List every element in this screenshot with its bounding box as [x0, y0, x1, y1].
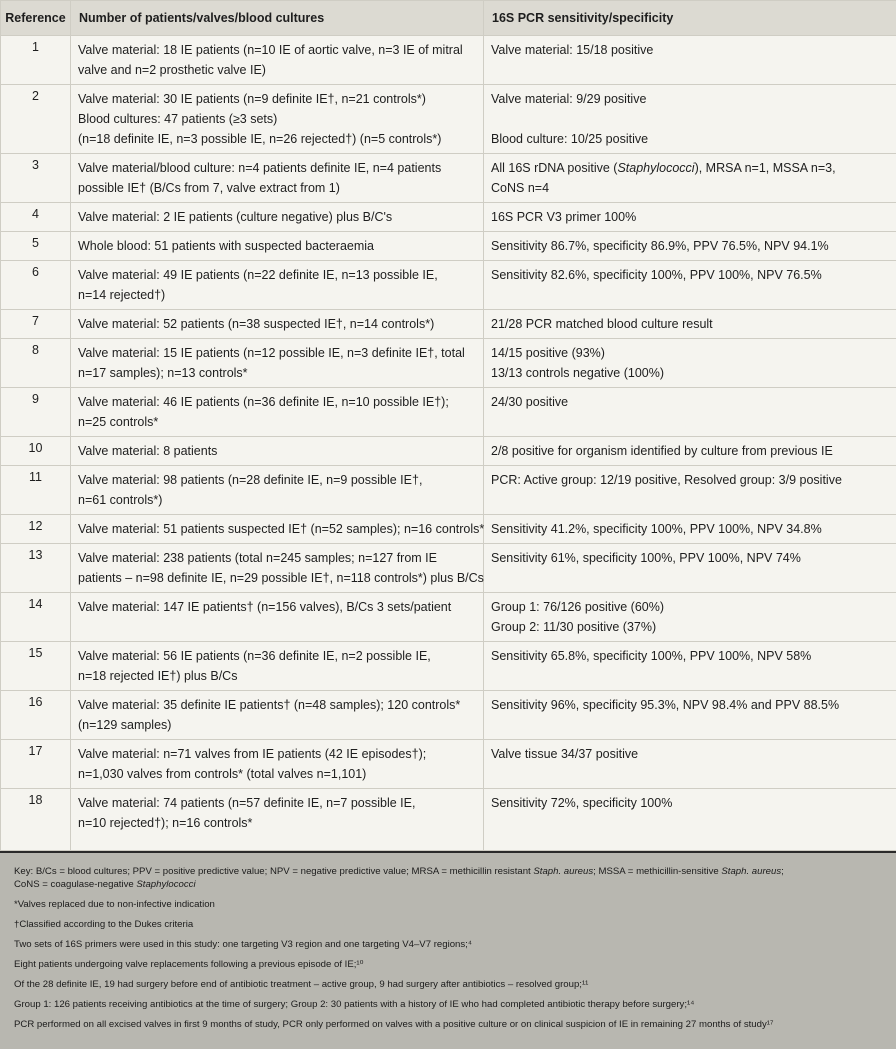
header-pcr: 16S PCR sensitivity/specificity: [484, 1, 896, 36]
cell-line: Group 1: 76/126 positive (60%): [491, 597, 889, 617]
table-key: [0, 851, 896, 1049]
cell-line: Sensitivity 41.2%, specificity 100%, PPV 100%, NPV 34.8%: [491, 519, 889, 539]
cell-line: (n=129 samples): [78, 715, 476, 735]
pcr-result-cell: [484, 691, 896, 740]
reference-cell: 2: [1, 85, 71, 154]
reference-cell: 7: [1, 310, 71, 339]
table-row: [1, 437, 896, 466]
reference-cell: 14: [1, 593, 71, 642]
key-note: Eight patients undergoing valve replacements following a previous episode of IE;¹⁰: [14, 958, 882, 971]
patients-cell: [71, 203, 484, 232]
cell-line: Valve material/blood culture: n=4 patients definite IE, n=4 patients: [78, 158, 476, 178]
cell-line: patients – n=98 definite IE, n=29 possible IE†, n=118 controls*) plus B/Cs: [78, 568, 476, 588]
table-row: [1, 36, 896, 85]
pcr-result-cell: [484, 515, 896, 544]
patients-cell: [71, 310, 484, 339]
pcr-result-cell: [484, 36, 896, 85]
cell-line: PCR: Active group: 12/19 positive, Resolved group: 3/9 positive: [491, 470, 889, 490]
cell-line: Valve material: 15/18 positive: [491, 40, 889, 60]
cell-line: Valve material: 9/29 positive: [491, 89, 889, 109]
cell-line: n=25 controls*: [78, 412, 476, 432]
pcr-result-cell: [484, 740, 896, 789]
table-row: [1, 85, 896, 154]
patients-cell: [71, 36, 484, 85]
key-note: PCR performed on all excised valves in first 9 months of study, PCR only performed on valves with a positive culture or on clinical suspicion of IE in remaining 27 months of study¹⁷: [14, 1018, 882, 1031]
table-row: [1, 261, 896, 310]
table-row: [1, 642, 896, 691]
cell-line: Valve material: 238 patients (total n=245 samples; n=127 from IE: [78, 548, 476, 568]
reference-cell: 11: [1, 466, 71, 515]
cell-line: 2/8 positive for organism identified by culture from previous IE: [491, 441, 889, 461]
table-row: [1, 310, 896, 339]
cell-line: Sensitivity 82.6%, specificity 100%, PPV 100%, NPV 76.5%: [491, 265, 889, 285]
reference-cell: 13: [1, 544, 71, 593]
pcr-result-cell: [484, 593, 896, 642]
table-row: [1, 789, 896, 851]
reference-cell: 12: [1, 515, 71, 544]
cell-line: (n=18 definite IE, n=3 possible IE, n=26 rejected†) (n=5 controls*): [78, 129, 476, 149]
cell-line: Valve material: n=71 valves from IE patients (42 IE episodes†);: [78, 744, 476, 764]
patients-cell: [71, 339, 484, 388]
key-note: †Classified according to the Dukes criteria: [14, 918, 882, 931]
cell-line: Valve material: 46 IE patients (n=36 definite IE, n=10 possible IE†);: [78, 392, 476, 412]
reference-cell: 1: [1, 36, 71, 85]
pcr-result-cell: [484, 466, 896, 515]
patients-cell: [71, 232, 484, 261]
table-row: [1, 232, 896, 261]
header-patients: Number of patients/valves/blood cultures: [71, 1, 484, 36]
reference-cell: 5: [1, 232, 71, 261]
cell-line: Valve material: 2 IE patients (culture negative) plus B/C's: [78, 207, 476, 227]
cell-line: 16S PCR V3 primer 100%: [491, 207, 889, 227]
cell-line: Valve material: 56 IE patients (n=36 definite IE, n=2 possible IE,: [78, 646, 476, 666]
table-row: [1, 339, 896, 388]
cell-line: Valve material: 8 patients: [78, 441, 476, 461]
cell-line: Valve material: 52 patients (n=38 suspected IE†, n=14 controls*): [78, 314, 476, 334]
patients-cell: [71, 691, 484, 740]
key-notes: [14, 898, 882, 1031]
cell-line: Sensitivity 65.8%, specificity 100%, PPV 100%, NPV 58%: [491, 646, 889, 666]
table-header-row: [1, 1, 896, 36]
reference-cell: 4: [1, 203, 71, 232]
patients-cell: [71, 544, 484, 593]
cell-line: Valve material: 18 IE patients (n=10 IE of aortic valve, n=3 IE of mitral: [78, 40, 476, 60]
pcr-result-cell: [484, 789, 896, 851]
pcr-result-cell: [484, 154, 896, 203]
cell-line: Sensitivity 96%, specificity 95.3%, NPV 98.4% and PPV 88.5%: [491, 695, 889, 715]
pcr-result-cell: [484, 339, 896, 388]
cell-line: n=61 controls*): [78, 490, 476, 510]
cell-line: 24/30 positive: [491, 392, 889, 412]
table-row: [1, 593, 896, 642]
table-row: [1, 515, 896, 544]
patients-cell: [71, 515, 484, 544]
cell-line: Blood cultures: 47 patients (≥3 sets): [78, 109, 476, 129]
cell-line: Valve material: 74 patients (n=57 definite IE, n=7 possible IE,: [78, 793, 476, 813]
cell-line: Sensitivity 61%, specificity 100%, PPV 100%, NPV 74%: [491, 548, 889, 568]
patients-cell: [71, 261, 484, 310]
cell-line: 13/13 controls negative (100%): [491, 363, 889, 383]
cell-line: Sensitivity 86.7%, specificity 86.9%, PPV 76.5%, NPV 94.1%: [491, 236, 889, 256]
cell-line: n=1,030 valves from controls* (total valves n=1,101): [78, 764, 476, 784]
cell-line: 21/28 PCR matched blood culture result: [491, 314, 889, 334]
patients-cell: [71, 642, 484, 691]
cell-line: [491, 109, 889, 129]
key-abbreviations-line-2: CoNS = coagulase-negative Staphylococci: [14, 879, 196, 890]
patients-cell: [71, 740, 484, 789]
table-body: [1, 36, 896, 851]
table-row: [1, 691, 896, 740]
key-note: Two sets of 16S primers were used in this study: one targeting V3 region and one targeting V4–V7 regions;⁴: [14, 938, 882, 951]
key-abbreviations-line-1: Key: B/Cs = blood cultures; PPV = positive predictive value; NPV = negative predictive value; MRSA = methicillin resistant Staph. aureus; MSSA = methicillin-sensitive Staph. aureus;: [14, 866, 784, 877]
cell-line: n=18 rejected IE†) plus B/Cs: [78, 666, 476, 686]
cell-line: possible IE† (B/Cs from 7, valve extract from 1): [78, 178, 476, 198]
reference-cell: 10: [1, 437, 71, 466]
pcr-result-cell: [484, 642, 896, 691]
table-row: [1, 544, 896, 593]
pcr-result-cell: [484, 232, 896, 261]
cell-line: Sensitivity 72%, specificity 100%: [491, 793, 889, 813]
cell-line: n=14 rejected†): [78, 285, 476, 305]
pcr-result-cell: [484, 544, 896, 593]
pcr-result-cell: [484, 203, 896, 232]
table-row: [1, 388, 896, 437]
reference-cell: 16: [1, 691, 71, 740]
cell-line: Blood culture: 10/25 positive: [491, 129, 889, 149]
cell-line: Valve material: 51 patients suspected IE† (n=52 samples); n=16 controls*: [78, 519, 476, 539]
cell-line: Valve material: 15 IE patients (n=12 possible IE, n=3 definite IE†, total: [78, 343, 476, 363]
table-row: [1, 466, 896, 515]
reference-cell: 3: [1, 154, 71, 203]
cell-line: Valve material: 98 patients (n=28 definite IE, n=9 possible IE†,: [78, 470, 476, 490]
table-row: [1, 203, 896, 232]
cell-line: Valve material: 35 definite IE patients† (n=48 samples); 120 controls*: [78, 695, 476, 715]
cell-line: 14/15 positive (93%): [491, 343, 889, 363]
reference-cell: 6: [1, 261, 71, 310]
cell-line: n=10 rejected†); n=16 controls*: [78, 813, 476, 833]
pcr-result-cell: [484, 85, 896, 154]
key-note: *Valves replaced due to non-infective indication: [14, 898, 882, 911]
patients-cell: [71, 593, 484, 642]
cell-line: Valve material: 30 IE patients (n=9 definite IE†, n=21 controls*): [78, 89, 476, 109]
key-abbreviations: [14, 865, 882, 891]
patients-cell: [71, 388, 484, 437]
cell-line: Group 2: 11/30 positive (37%): [491, 617, 889, 637]
cell-line: Valve tissue 34/37 positive: [491, 744, 889, 764]
cell-line: n=17 samples); n=13 controls*: [78, 363, 476, 383]
pcr-result-cell: [484, 437, 896, 466]
pcr-result-cell: [484, 388, 896, 437]
header-reference: Reference: [1, 1, 71, 36]
patients-cell: [71, 466, 484, 515]
cell-line: Valve material: 49 IE patients (n=22 definite IE, n=13 possible IE,: [78, 265, 476, 285]
table-row: [1, 740, 896, 789]
cell-line: valve and n=2 prosthetic valve IE): [78, 60, 476, 80]
cell-line: All 16S rDNA positive (Staphylococci), MRSA n=1, MSSA n=3,: [491, 158, 889, 178]
reference-cell: 15: [1, 642, 71, 691]
reference-cell: 18: [1, 789, 71, 851]
pcr-result-cell: [484, 261, 896, 310]
reference-cell: 9: [1, 388, 71, 437]
cell-line: Whole blood: 51 patients with suspected bacteraemia: [78, 236, 476, 256]
reference-cell: 17: [1, 740, 71, 789]
patients-cell: [71, 437, 484, 466]
table-row: [1, 154, 896, 203]
patients-cell: [71, 154, 484, 203]
reference-cell: 8: [1, 339, 71, 388]
patients-cell: [71, 789, 484, 851]
pcr-result-cell: [484, 310, 896, 339]
cell-line: Valve material: 147 IE patients† (n=156 valves), B/Cs 3 sets/patient: [78, 597, 476, 617]
cell-line: CoNS n=4: [491, 178, 889, 198]
key-note: Group 1: 126 patients receiving antibiotics at the time of surgery; Group 2: 30 patients with a history of IE who had completed antibiotic therapy before surgery;¹⁴: [14, 998, 882, 1011]
patients-cell: [71, 85, 484, 154]
key-note: Of the 28 definite IE, 19 had surgery before end of antibiotic treatment – active group, 9 had surgery after antibiotics – resolved group;¹¹: [14, 978, 882, 991]
